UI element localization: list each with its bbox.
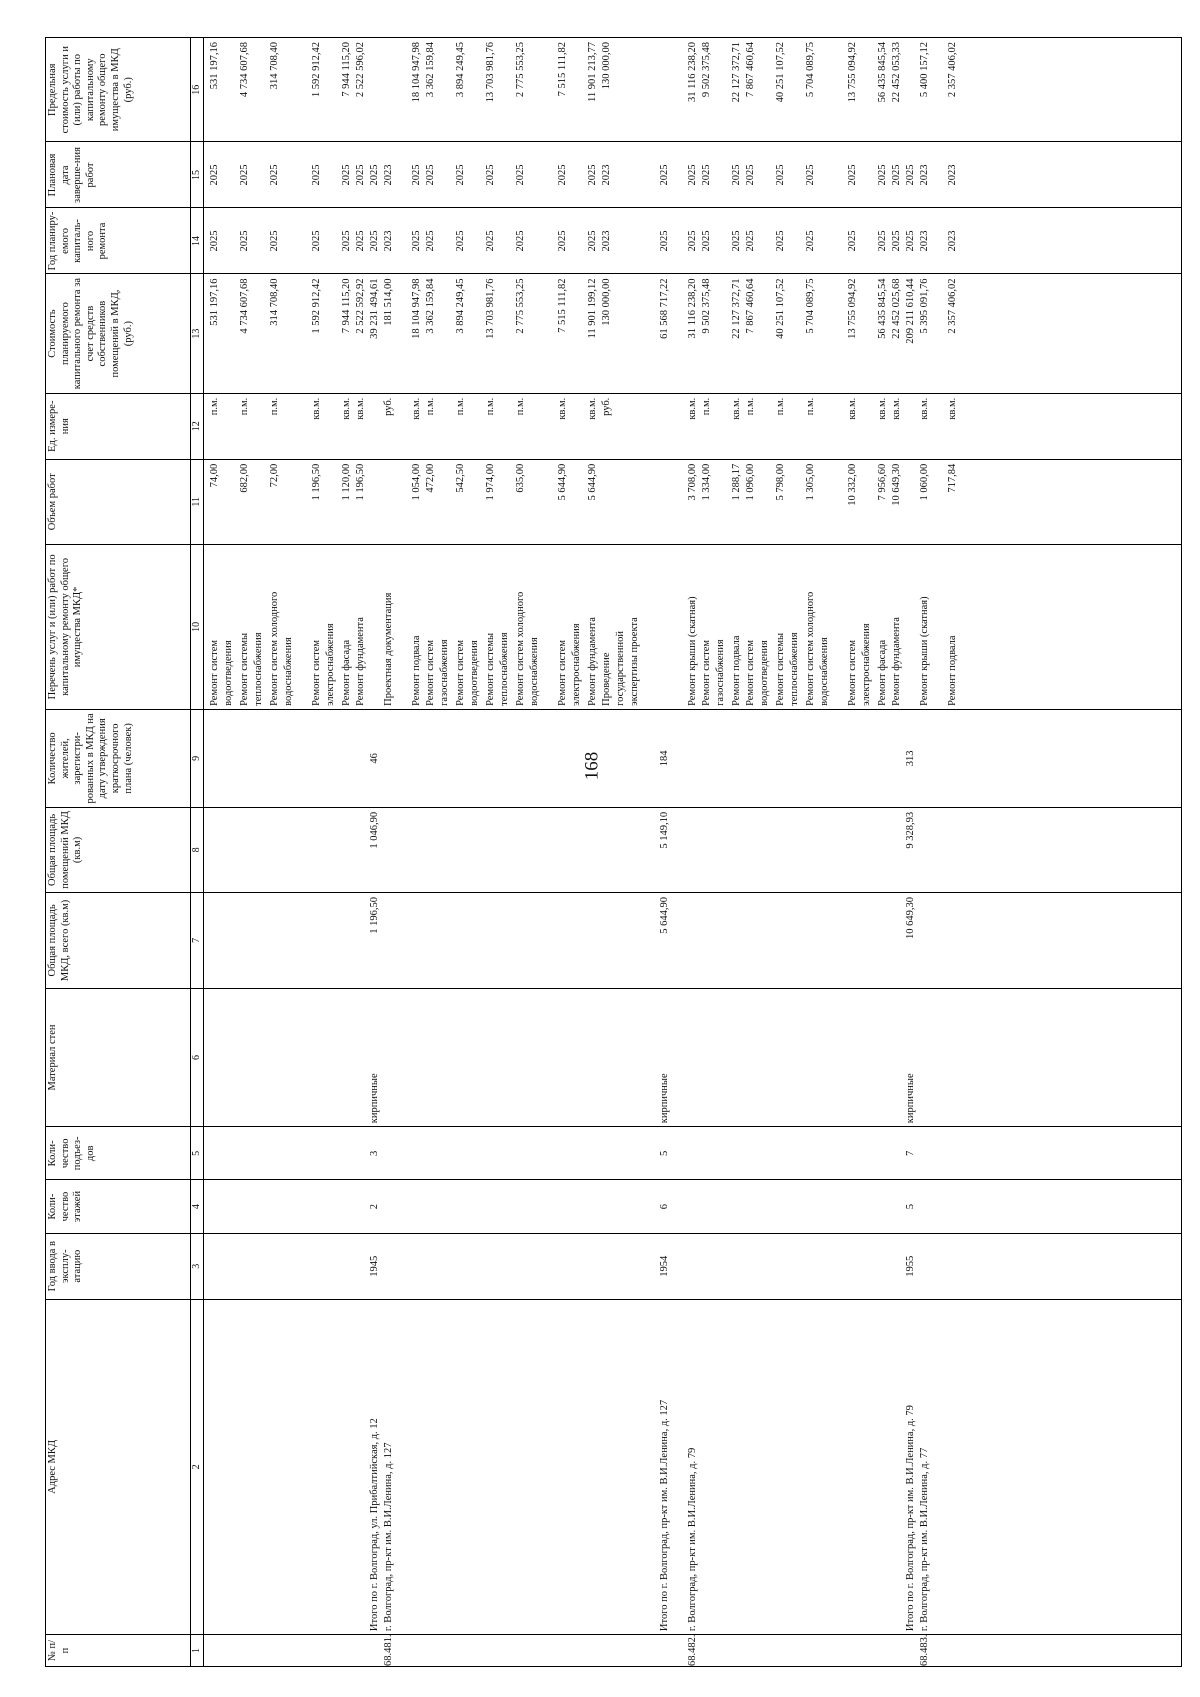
cell-vol: 5 644,90 [557, 463, 568, 501]
cell-work: Ремонт фасада [877, 639, 888, 706]
cell-unit: п.м. [805, 397, 816, 416]
cell-cost: 3 894 249,45 [455, 278, 466, 334]
capital-repair-table [45, 37, 1182, 1667]
cell-work: водоотведения [759, 640, 770, 706]
cell-unit: руб. [383, 397, 394, 416]
cell-limit: 22 127 372,71 [731, 42, 742, 103]
cell-cost: 130 000,00 [601, 278, 612, 326]
cell-vol: 72,00 [269, 463, 280, 488]
cell-area_p: 9 328,93 [905, 811, 916, 849]
column-number-13: 13 [191, 274, 204, 393]
cell-vol: 1 060,00 [919, 463, 930, 501]
cell-limit: 31 116 238,20 [687, 42, 698, 102]
cell-unit: п.м. [425, 397, 436, 416]
cell-cost: 2 775 553,25 [515, 278, 526, 334]
cell-y15: 2025 [239, 164, 250, 186]
column-header-11: Объем работ [46, 459, 191, 544]
cell-cost: 531 197,16 [209, 278, 220, 326]
cell-cost: 13 755 094,92 [847, 278, 858, 339]
cell-work: Ремонт фасада [341, 639, 352, 706]
cell-y15: 2025 [425, 164, 436, 186]
cell-work: Ремонт систем холодного [805, 591, 816, 706]
cell-res: 184 [659, 750, 670, 767]
cell-unit: кв.м. [877, 397, 888, 420]
cell-year: 1955 [905, 1255, 916, 1277]
column-header-15: Плановая дата заверше-ния работ [46, 142, 191, 208]
column-header-10: Перечень услуг и (или) работ по капитальному ремонту общего имущества МКД* [46, 544, 191, 709]
cell-work: Ремонт систем холодного [515, 591, 526, 706]
cell-y14: 2025 [905, 230, 916, 252]
cell-vol: 7 956,60 [877, 463, 888, 501]
cell-y14: 2023 [383, 230, 394, 252]
cell-y15: 2025 [341, 164, 352, 186]
cell-vol: 5 798,00 [775, 463, 786, 501]
cell-mat: кирпичные [369, 1073, 380, 1124]
cell-addr: г. Волгоград, пр-кт им. В.И.Ленина, д. 127 [383, 1442, 394, 1632]
column-cell-work [204, 544, 1182, 709]
column-header-16: Предельная стоимость услуги и (или) работы по капитальному ремонту общего имущества в МКД (руб.) [46, 38, 191, 142]
cell-y15: 2025 [411, 164, 422, 186]
cell-work: Ремонт систем [455, 639, 466, 706]
cell-work: Ремонт систем холодного [269, 591, 280, 706]
cell-mat: кирпичные [905, 1073, 916, 1124]
cell-work: Проведение [601, 652, 612, 706]
cell-y14: 2025 [485, 230, 496, 252]
column-header-9: Количество жителей, зарегистри-рованных в МКД на дату утверждения краткосрочного плана (человек) [46, 709, 191, 807]
rotated-table-wrapper [45, 37, 1185, 1667]
cell-addr: Итого по г. Волгоград, ул. Прибалтийская, д. 12 [369, 1418, 380, 1632]
cell-y15: 2023 [947, 164, 958, 186]
cell-unit: п.м. [775, 397, 786, 416]
cell-y14: 2025 [775, 230, 786, 252]
cell-y15: 2025 [701, 164, 712, 186]
cell-cost: 11 901 199,12 [587, 278, 598, 339]
cell-cost: 13 703 981,76 [485, 278, 496, 339]
cell-y14: 2025 [455, 230, 466, 252]
cell-y14: 2025 [877, 230, 888, 252]
column-number-7: 7 [191, 893, 204, 989]
cell-limit: 40 251 107,52 [775, 42, 786, 103]
cell-vol: 1 288,17 [731, 463, 742, 501]
column-header-14: Год планиру-емого капиталь-ного ремонта [46, 208, 191, 274]
cell-addr: Итого по г. Волгоград, пр-кт им. В.И.Ленина, д. 79 [905, 1405, 916, 1632]
cell-y15: 2023 [919, 164, 930, 186]
cell-unit: руб. [601, 397, 612, 416]
cell-work: Ремонт подвала [411, 635, 422, 706]
cell-y14: 2025 [269, 230, 280, 252]
cell-limit: 13 755 094,92 [847, 42, 858, 103]
cell-vol: 682,00 [239, 463, 250, 493]
cell-work: теплоснабжения [789, 632, 800, 706]
cell-y14: 2025 [425, 230, 436, 252]
cell-work: водоснабжения [819, 637, 830, 706]
cell-work: Ремонт систем [745, 639, 756, 706]
cell-work: Ремонт подвала [947, 635, 958, 706]
column-cell-y15 [204, 142, 1182, 208]
cell-cost: 2 357 406,02 [947, 278, 958, 334]
cell-y15: 2025 [485, 164, 496, 186]
cell-y15: 2023 [601, 164, 612, 186]
cell-cost: 4 734 607,68 [239, 278, 250, 334]
cell-y14: 2025 [369, 230, 380, 252]
cell-cost: 39 231 494,61 [369, 278, 380, 339]
cell-limit: 7 867 460,64 [745, 42, 756, 98]
cell-vol: 1 334,00 [701, 463, 712, 501]
cell-work: Ремонт фундамента [587, 617, 598, 706]
cell-cost: 22 452 025,68 [891, 278, 902, 339]
cell-floors: 2 [369, 1203, 380, 1210]
cell-unit: п.м. [745, 397, 756, 416]
cell-y15: 2025 [311, 164, 322, 186]
column-cell-area [204, 893, 1182, 989]
column-cell-res [204, 709, 1182, 807]
cell-work: водоотведения [223, 640, 234, 706]
cell-unit: кв.м. [847, 397, 858, 420]
cell-cost: 1 592 912,42 [311, 278, 322, 334]
cell-area_p: 5 149,10 [659, 811, 670, 849]
cell-vol: 635,00 [515, 463, 526, 493]
column-number-8: 8 [191, 807, 204, 892]
cell-y15: 2023 [383, 164, 394, 186]
cell-y14: 2023 [947, 230, 958, 252]
cell-floors: 5 [905, 1203, 916, 1210]
cell-cost: 2 522 592,92 [355, 278, 366, 334]
cell-work: электроснабжения [325, 623, 336, 706]
cell-work: Ремонт систем [425, 639, 436, 706]
cell-y15: 2025 [775, 164, 786, 186]
cell-cost: 61 568 717,22 [659, 278, 670, 339]
cell-unit: п.м. [455, 397, 466, 416]
cell-work: Ремонт крыши (скатная) [919, 596, 930, 706]
cell-vol: 1 054,00 [411, 463, 422, 501]
cell-y14: 2025 [687, 230, 698, 252]
cell-y14: 2025 [311, 230, 322, 252]
cell-vol: 1 120,00 [341, 463, 352, 501]
column-number-3: 3 [191, 1233, 204, 1299]
column-number-1: 1 [191, 1635, 204, 1667]
cell-unit: кв.м. [311, 397, 322, 420]
column-cell-limit [204, 38, 1182, 142]
cell-work: Ремонт системы [239, 632, 250, 706]
column-cell-num [204, 1635, 1182, 1667]
cell-limit: 2 775 553,25 [515, 42, 526, 98]
cell-work: Ремонт фундамента [355, 617, 366, 706]
cell-y15: 2025 [369, 164, 380, 186]
cell-work: электроснабжения [861, 623, 872, 706]
cell-work: Ремонт фундамента [891, 617, 902, 706]
cell-y14: 2025 [239, 230, 250, 252]
cell-y14: 2025 [587, 230, 598, 252]
table-body-row [204, 38, 1182, 1667]
cell-y14: 2025 [411, 230, 422, 252]
cell-y14: 2023 [601, 230, 612, 252]
column-header-6: Материал стен [46, 988, 191, 1126]
cell-ent: 7 [905, 1150, 916, 1156]
cell-cost: 22 127 372,71 [731, 278, 742, 339]
cell-limit: 18 104 947,98 [411, 42, 422, 103]
cell-y15: 2025 [557, 164, 568, 186]
cell-limit: 3 894 249,45 [455, 42, 466, 98]
cell-y15: 2025 [805, 164, 816, 186]
cell-area: 10 649,30 [905, 897, 916, 939]
cell-y15: 2025 [891, 164, 902, 186]
column-cell-ent [204, 1127, 1182, 1180]
cell-vol: 10 332,00 [847, 463, 858, 506]
cell-limit: 314 708,40 [269, 42, 280, 90]
column-cell-year [204, 1233, 1182, 1299]
column-cell-addr [204, 1299, 1182, 1634]
cell-addr: г. Волгоград, пр-кт им. В.И.Ленина, д. 79 [687, 1447, 698, 1632]
column-cell-mat [204, 988, 1182, 1126]
cell-work: водоснабжения [283, 637, 294, 706]
cell-cost: 7 944 115,20 [341, 278, 352, 334]
cell-cost: 209 211 610,44 [905, 278, 916, 344]
cell-limit: 5 400 157,12 [919, 42, 930, 98]
column-header-7: Общая площадь МКД, всего (кв.м) [46, 893, 191, 989]
cell-cost: 3 362 159,84 [425, 278, 436, 334]
cell-work: теплоснабжения [499, 632, 510, 706]
header-row [46, 38, 191, 1667]
cell-unit: кв.м. [947, 397, 958, 420]
cell-y15: 2025 [877, 164, 888, 186]
cell-addr: Итого по г. Волгоград, пр-кт им. В.И.Ленина, д. 127 [659, 1399, 670, 1632]
cell-unit: кв.м. [587, 397, 598, 420]
cell-unit: п.м. [515, 397, 526, 416]
cell-work: государственной [615, 631, 626, 706]
cell-vol: 717,84 [947, 463, 958, 493]
cell-cost: 7 515 111,82 [557, 278, 568, 333]
cell-unit: кв.м. [341, 397, 352, 420]
cell-cost: 5 395 091,76 [919, 278, 930, 334]
cell-y14: 2025 [701, 230, 712, 252]
cell-limit: 22 452 053,33 [891, 42, 902, 103]
cell-work: Ремонт систем [847, 639, 858, 706]
cell-vol: 1 305,00 [805, 463, 816, 501]
cell-y15: 2025 [659, 164, 670, 186]
column-number-12: 12 [191, 393, 204, 459]
cell-res: 46 [369, 753, 380, 764]
cell-y14: 2023 [919, 230, 930, 252]
column-header-4: Коли-чество этажей [46, 1180, 191, 1233]
cell-y15: 2025 [515, 164, 526, 186]
cell-addr: г. Волгоград, пр-кт им. В.И.Ленина, д. 77 [919, 1447, 930, 1632]
cell-ent: 3 [369, 1150, 380, 1156]
cell-vol: 542,50 [455, 463, 466, 493]
cell-cost: 7 867 460,64 [745, 278, 756, 334]
cell-limit: 130 000,00 [601, 42, 612, 90]
cell-work: Ремонт крыши (скатная) [687, 596, 698, 706]
cell-area_p: 1 046,90 [369, 811, 380, 849]
cell-limit: 9 502 375,48 [701, 42, 712, 98]
cell-limit: 2 357 406,02 [947, 42, 958, 98]
cell-work: электроснабжения [571, 623, 582, 706]
column-cell-cost [204, 274, 1182, 393]
cell-cost: 18 104 947,98 [411, 278, 422, 339]
cell-ent: 5 [659, 1150, 670, 1156]
cell-unit: п.м. [239, 397, 250, 416]
cell-limit: 13 703 981,76 [485, 42, 496, 103]
cell-y14: 2025 [659, 230, 670, 252]
cell-num: 68.482. [687, 1634, 698, 1666]
cell-y15: 2025 [587, 164, 598, 186]
cell-y14: 2025 [847, 230, 858, 252]
cell-vol: 5 644,90 [587, 463, 598, 501]
cell-cost: 5 704 089,75 [805, 278, 816, 334]
column-header-3: Год ввода в эксплу-атацию [46, 1233, 191, 1299]
cell-limit: 531 197,16 [209, 42, 220, 90]
column-number-15: 15 [191, 142, 204, 208]
cell-floors: 6 [659, 1203, 670, 1210]
cell-y14: 2025 [805, 230, 816, 252]
cell-limit: 1 592 912,42 [311, 42, 322, 98]
page-number: 168 [581, 751, 603, 781]
cell-vol: 1 096,00 [745, 463, 756, 501]
cell-limit: 11 901 213,77 [587, 42, 598, 102]
cell-vol: 1 196,50 [355, 463, 366, 501]
cell-y14: 2025 [557, 230, 568, 252]
column-number-4: 4 [191, 1180, 204, 1233]
cell-unit: кв.м. [557, 397, 568, 420]
cell-y15: 2025 [731, 164, 742, 186]
cell-unit: кв.м. [687, 397, 698, 420]
cell-limit: 7 515 111,82 [557, 42, 568, 97]
column-number-14: 14 [191, 208, 204, 274]
cell-y15: 2025 [455, 164, 466, 186]
column-number-16: 16 [191, 38, 204, 142]
cell-y14: 2025 [745, 230, 756, 252]
cell-vol: 74,00 [209, 463, 220, 488]
column-number-2: 2 [191, 1299, 204, 1634]
cell-y15: 2025 [209, 164, 220, 186]
cell-area: 5 644,90 [659, 897, 670, 934]
cell-work: водоснабжения [529, 637, 540, 706]
cell-work: газоснабжения [439, 639, 450, 706]
cell-unit: кв.м. [355, 397, 366, 420]
cell-cost: 314 708,40 [269, 278, 280, 326]
cell-limit: 4 734 607,68 [239, 42, 250, 98]
cell-work: Ремонт систем [557, 639, 568, 706]
cell-unit: п.м. [209, 397, 220, 416]
cell-mat: кирпичные [659, 1073, 670, 1124]
cell-y14: 2025 [731, 230, 742, 252]
cell-year: 1945 [369, 1255, 380, 1277]
cell-work: Ремонт системы [485, 632, 496, 706]
cell-vol: 10 649,30 [891, 463, 902, 506]
cell-unit: п.м. [485, 397, 496, 416]
cell-y14: 2025 [515, 230, 526, 252]
column-cell-floors [204, 1180, 1182, 1233]
cell-cost: 40 251 107,52 [775, 278, 786, 339]
cell-limit: 2 522 596,02 [355, 42, 366, 98]
cell-vol: 3 708,00 [687, 463, 698, 501]
cell-work: Ремонт систем [311, 639, 322, 706]
cell-unit: п.м. [269, 397, 280, 416]
cell-unit: кв.м. [919, 397, 930, 420]
column-cell-area_p [204, 807, 1182, 892]
cell-y14: 2025 [891, 230, 902, 252]
cell-work: газоснабжения [715, 639, 726, 706]
column-number-5: 5 [191, 1127, 204, 1180]
column-number-6: 6 [191, 988, 204, 1126]
cell-y15: 2025 [745, 164, 756, 186]
cell-y15: 2025 [269, 164, 280, 186]
cell-area: 1 196,50 [369, 897, 380, 934]
cell-year: 1954 [659, 1255, 670, 1277]
cell-limit: 7 944 115,20 [341, 42, 352, 97]
cell-vol: 1 974,00 [485, 463, 496, 501]
cell-cost: 56 435 845,54 [877, 278, 888, 339]
column-number-11: 11 [191, 459, 204, 544]
cell-unit: п.м. [701, 397, 712, 416]
column-header-13: Стоимость планируемого капитального ремонта за счет средств собственников помещений в МКД, (руб.) [46, 274, 191, 393]
cell-y14: 2025 [355, 230, 366, 252]
cell-unit: кв.м. [891, 397, 902, 420]
cell-limit: 3 362 159,84 [425, 42, 436, 98]
cell-work: экспертизы проекта [629, 617, 640, 706]
cell-cost: 9 502 375,48 [701, 278, 712, 334]
cell-y14: 2025 [209, 230, 220, 252]
cell-work: Проектная документация [383, 592, 394, 706]
cell-vol: 1 196,50 [311, 463, 322, 501]
cell-res: 313 [905, 750, 916, 767]
cell-y15: 2025 [847, 164, 858, 186]
column-cell-y14 [204, 208, 1182, 274]
column-cell-vol [204, 459, 1182, 544]
column-number-row [191, 38, 204, 1667]
cell-work: Ремонт систем [209, 639, 220, 706]
cell-num: 68.481. [383, 1634, 394, 1666]
cell-work: водоотведения [469, 640, 480, 706]
cell-cost: 31 116 238,20 [687, 278, 698, 339]
cell-vol: 472,00 [425, 463, 436, 493]
cell-work: теплоснабжения [253, 632, 264, 706]
column-header-2: Адрес МКД [46, 1299, 191, 1634]
cell-y15: 2025 [687, 164, 698, 186]
cell-unit: кв.м. [731, 397, 742, 420]
column-header-12: Ед. измере-ния [46, 393, 191, 459]
cell-cost: 181 514,00 [383, 278, 394, 326]
column-header-5: Коли-чество подъез-дов [46, 1127, 191, 1180]
column-cell-unit [204, 393, 1182, 459]
cell-y15: 2025 [355, 164, 366, 186]
column-number-10: 10 [191, 544, 204, 709]
cell-y14: 2025 [341, 230, 352, 252]
cell-limit: 5 704 089,75 [805, 42, 816, 98]
cell-work: Ремонт подвала [731, 635, 742, 706]
cell-limit: 56 435 845,54 [877, 42, 888, 103]
cell-num: 68.483. [919, 1634, 930, 1666]
column-number-9: 9 [191, 709, 204, 807]
cell-y15: 2025 [905, 164, 916, 186]
cell-unit: кв.м. [411, 397, 422, 420]
column-header-8: Общая площадь помещений МКД (кв.м) [46, 807, 191, 892]
cell-work: Ремонт систем [701, 639, 712, 706]
column-header-1: № п/п [46, 1635, 191, 1667]
cell-work: Ремонт системы [775, 632, 786, 706]
